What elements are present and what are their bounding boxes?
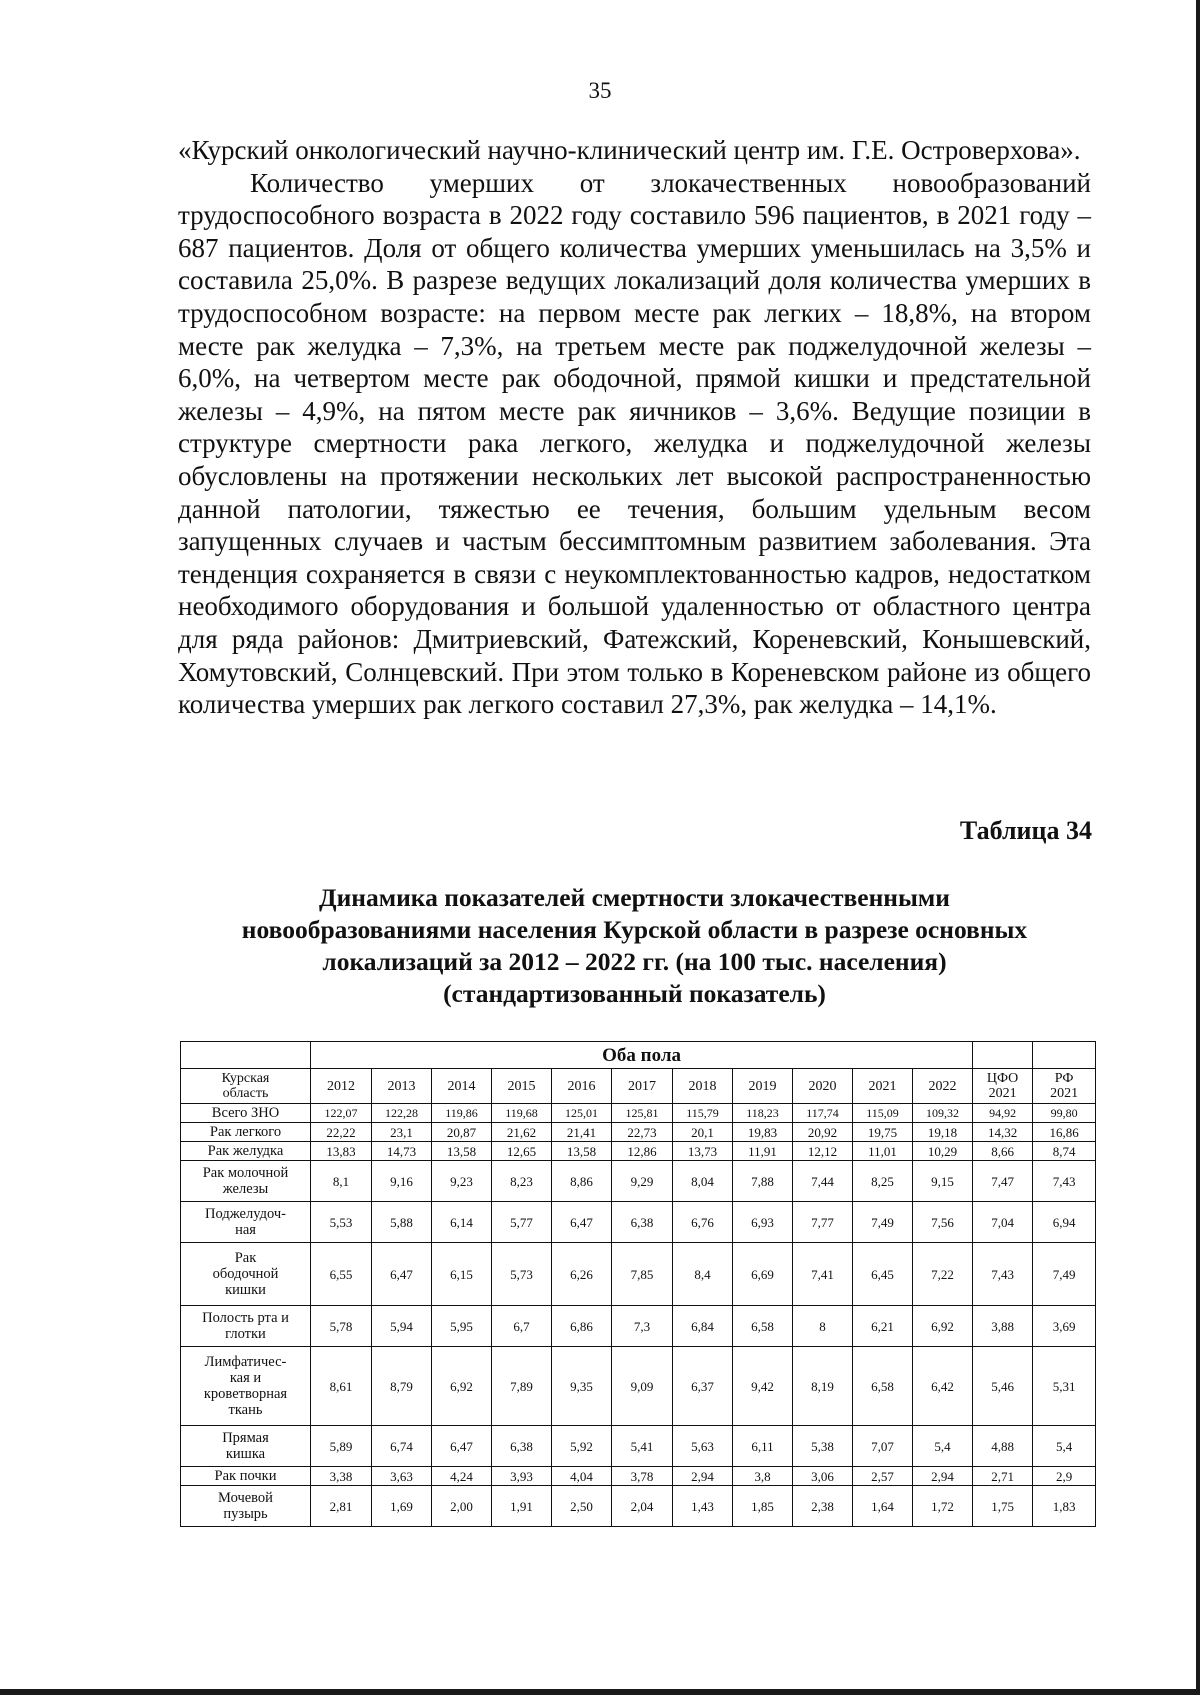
year-header-cell: 2018: [673, 1069, 733, 1104]
value-cell: 21,62: [492, 1123, 552, 1142]
value-cell: 12,86: [612, 1142, 673, 1161]
table-row: [181, 1467, 1096, 1486]
value-cell: 6,14: [432, 1202, 492, 1243]
row-name-line: пузырь: [223, 1506, 268, 1522]
value-cell: 109,32: [913, 1104, 973, 1123]
table-title: [178, 882, 1091, 1010]
value-cell: 6,37: [673, 1347, 733, 1426]
row-name-cell: [181, 1243, 311, 1306]
value-cell: 6,58: [733, 1306, 793, 1347]
table-row: [181, 1347, 1096, 1426]
value-cell: 13,58: [432, 1142, 492, 1161]
value-cell: 6,26: [552, 1243, 612, 1306]
value-cell: 6,38: [492, 1426, 552, 1467]
value-cell: 2,71: [973, 1467, 1033, 1486]
value-cell: 2,04: [612, 1486, 673, 1527]
value-cell: 6,84: [673, 1306, 733, 1347]
value-cell: 6,92: [913, 1306, 973, 1347]
value-cell: 5,4: [1033, 1426, 1096, 1467]
value-cell: 8,19: [793, 1347, 853, 1426]
value-cell: 125,01: [552, 1104, 612, 1123]
value-cell: 19,18: [913, 1123, 973, 1142]
value-cell: 5,38: [793, 1426, 853, 1467]
value-cell: 6,45: [853, 1243, 913, 1306]
value-cell: 2,38: [793, 1486, 853, 1527]
year-header-cell: 2017: [612, 1069, 673, 1104]
value-cell: 13,73: [673, 1142, 733, 1161]
value-cell: 125,81: [612, 1104, 673, 1123]
value-cell: 7,49: [853, 1202, 913, 1243]
value-cell: 9,16: [372, 1161, 432, 1202]
value-cell: 7,85: [612, 1243, 673, 1306]
value-cell: 5,31: [1033, 1347, 1096, 1426]
value-cell: 3,93: [492, 1467, 552, 1486]
table-row: [181, 1104, 1096, 1123]
value-cell: 3,69: [1033, 1306, 1096, 1347]
row-name-line: Полость рта и: [202, 1310, 289, 1326]
value-cell: 119,68: [492, 1104, 552, 1123]
table-title-line-3: локализаций за 2012 – 2022 гг. (на 100 тыс. населения): [322, 947, 947, 976]
row-name-line: кроветворная: [203, 1386, 288, 1402]
value-cell: 7,56: [913, 1202, 973, 1243]
value-cell: 6,94: [1033, 1202, 1096, 1243]
value-cell: 6,69: [733, 1243, 793, 1306]
value-cell: 8,23: [492, 1161, 552, 1202]
value-cell: 9,29: [612, 1161, 673, 1202]
value-cell: 9,42: [733, 1347, 793, 1426]
value-cell: 6,55: [311, 1243, 372, 1306]
value-cell: 8,1: [311, 1161, 372, 1202]
value-cell: 3,06: [793, 1467, 853, 1486]
row-name-line: Мочевой: [218, 1490, 273, 1506]
paragraph-1: «Курский онкологический научно-клинический центр им. Г.Е. Островерхова».: [178, 135, 1081, 165]
row-name-cell: [181, 1104, 311, 1123]
value-cell: 7,22: [913, 1243, 973, 1306]
row-name-cell: [181, 1347, 311, 1426]
table-row: [181, 1426, 1096, 1467]
table-title-line-4: (стандартизованный показатель): [443, 979, 826, 1008]
value-cell: 6,21: [853, 1306, 913, 1347]
row-name-line: ная: [235, 1222, 256, 1238]
value-cell: 22,73: [612, 1123, 673, 1142]
row-name-line: железы: [222, 1181, 269, 1197]
row-name-cell: [181, 1306, 311, 1347]
value-cell: 1,91: [492, 1486, 552, 1527]
value-cell: 5,88: [372, 1202, 432, 1243]
row-name-cell: [181, 1142, 311, 1161]
value-cell: 5,53: [311, 1202, 372, 1243]
both-sexes-header: Оба пола: [311, 1042, 973, 1069]
year-header-cell: 2013: [372, 1069, 432, 1104]
row-name-line: Рак молочной: [202, 1165, 289, 1181]
value-cell: 115,09: [853, 1104, 913, 1123]
value-cell: 6,74: [372, 1426, 432, 1467]
value-cell: 119,86: [432, 1104, 492, 1123]
value-cell: 19,83: [733, 1123, 793, 1142]
row-name-line: кишки: [225, 1282, 266, 1298]
value-cell: 7,77: [793, 1202, 853, 1243]
value-cell: 7,04: [973, 1202, 1033, 1243]
value-cell: 8: [793, 1306, 853, 1347]
value-cell: 1,85: [733, 1486, 793, 1527]
value-cell: 6,11: [733, 1426, 793, 1467]
value-cell: 5,95: [432, 1306, 492, 1347]
value-cell: 1,43: [673, 1486, 733, 1527]
value-cell: 6,93: [733, 1202, 793, 1243]
table-title-line-2: новообразованиями населения Курской области в разрезе основных: [241, 915, 1028, 944]
row-name-cell: [181, 1467, 311, 1486]
value-cell: 2,94: [673, 1467, 733, 1486]
value-cell: 3,88: [973, 1306, 1033, 1347]
value-cell: 11,01: [853, 1142, 913, 1161]
group-header-row: [181, 1042, 1096, 1069]
value-cell: 5,94: [372, 1306, 432, 1347]
value-cell: 4,88: [973, 1426, 1033, 1467]
year-header-cell: 2019: [733, 1069, 793, 1104]
row-name-line: кая и: [229, 1370, 262, 1386]
value-cell: 6,47: [432, 1426, 492, 1467]
value-cell: 13,83: [311, 1142, 372, 1161]
value-cell: 7,89: [492, 1347, 552, 1426]
row-name-line: Всего ЗНО: [211, 1105, 280, 1121]
table-body: [181, 1042, 1096, 1527]
value-cell: 2,50: [552, 1486, 612, 1527]
value-cell: 12,65: [492, 1142, 552, 1161]
mortality-table: [180, 1041, 1096, 1527]
value-cell: 4,24: [432, 1467, 492, 1486]
value-cell: 16,86: [1033, 1123, 1096, 1142]
year-header-cell: 2014: [432, 1069, 492, 1104]
value-cell: 1,75: [973, 1486, 1033, 1527]
row-name-line: Поджелудоч-: [205, 1206, 286, 1222]
value-cell: 20,92: [793, 1123, 853, 1142]
value-cell: 7,43: [973, 1243, 1033, 1306]
value-cell: 9,23: [432, 1161, 492, 1202]
value-cell: 4,04: [552, 1467, 612, 1486]
value-cell: 8,74: [1033, 1142, 1096, 1161]
year-header-cell: 2016: [552, 1069, 612, 1104]
row-name-line: кишка: [225, 1446, 266, 1462]
scan-edge-right: [1196, 0, 1200, 1695]
row-name-line: глотки: [225, 1326, 266, 1342]
table-row: [181, 1306, 1096, 1347]
year-header-cell: 2021: [853, 1069, 913, 1104]
table-row: [181, 1123, 1096, 1142]
empty-header-cell: [1033, 1042, 1096, 1069]
value-cell: 2,81: [311, 1486, 372, 1527]
body-text: [178, 134, 1091, 721]
empty-header-cell: [181, 1042, 311, 1069]
value-cell: 7,88: [733, 1161, 793, 1202]
value-cell: 6,47: [372, 1243, 432, 1306]
value-cell: 7,47: [973, 1161, 1033, 1202]
value-cell: 2,94: [913, 1467, 973, 1486]
year-header-row: [181, 1069, 1096, 1104]
value-cell: 14,73: [372, 1142, 432, 1161]
value-cell: 117,74: [793, 1104, 853, 1123]
rf-header-line: РФ: [1054, 1071, 1074, 1086]
value-cell: 7,3: [612, 1306, 673, 1347]
value-cell: 2,00: [432, 1486, 492, 1527]
year-header-cell: 2012: [311, 1069, 372, 1104]
value-cell: 8,79: [372, 1347, 432, 1426]
row-name-line: Рак почки: [214, 1468, 277, 1484]
value-cell: 115,79: [673, 1104, 733, 1123]
value-cell: 8,4: [673, 1243, 733, 1306]
value-cell: 8,61: [311, 1347, 372, 1426]
value-cell: 1,69: [372, 1486, 432, 1527]
region-header: [181, 1069, 311, 1104]
value-cell: 6,7: [492, 1306, 552, 1347]
row-name-line: Рак легкого: [209, 1124, 282, 1140]
table-row: [181, 1202, 1096, 1243]
value-cell: 10,29: [913, 1142, 973, 1161]
row-name-line: Рак желудка: [207, 1143, 284, 1159]
value-cell: 8,04: [673, 1161, 733, 1202]
value-cell: 21,41: [552, 1123, 612, 1142]
value-cell: 5,63: [673, 1426, 733, 1467]
value-cell: 99,80: [1033, 1104, 1096, 1123]
row-name-cell: [181, 1486, 311, 1527]
row-name-line: Лимфатичес-: [204, 1354, 287, 1370]
region-header-line: Курская: [221, 1071, 270, 1086]
year-header-cell: 2022: [913, 1069, 973, 1104]
value-cell: 5,92: [552, 1426, 612, 1467]
value-cell: 9,09: [612, 1347, 673, 1426]
value-cell: 13,58: [552, 1142, 612, 1161]
value-cell: 6,58: [853, 1347, 913, 1426]
paragraph-2: Количество умерших от злокачественных новообразований трудоспособного возраста в 2022 году составило 596 пациентов, в 2021 году – 687 пациентов. Доля от общего количества умерших уменьшилась на 3,5% и составила 25,0%. В разрезе ведущих локализаций доля количества умерших в трудоспособном возрасте: на первом месте рак легких – 18,8%, на втором месте рак желудка – 7,3%, на третьем месте рак поджелудочной железы – 6,0%, на четвертом месте рак ободочной, прямой кишки и предстательной железы – 4,9%, на пятом месте рак яичников – 3,6%. Ведущие позиции в структуре смертности рака легкого, желудка и поджелудочной железы обусловлены на протяжении нескольких лет высокой распространенностью данной патологии, тяжестью ее течения, большим удельным весом запущенных случаев и частым бессимптомным развитием заболевания. Эта тенденция сохраняется в связи с неукомплектованностью кадров, недостатком необходимого оборудования и большой удаленностью от областного центра для ряда районов: Дмитриевский, Фатежский, Кореневский, Конышевский, Хомутовский, Солнцевский. При этом только в Кореневском районе из общего количества умерших рак легкого составил 27,3%, рак желудка – 14,1%.: [178, 167, 1091, 720]
value-cell: 7,07: [853, 1426, 913, 1467]
value-cell: 7,49: [1033, 1243, 1096, 1306]
row-name-line: ткань: [228, 1402, 263, 1418]
value-cell: 6,92: [432, 1347, 492, 1426]
cfo-header-line: ЦФО: [986, 1071, 1019, 1086]
value-cell: 3,78: [612, 1467, 673, 1486]
value-cell: 7,43: [1033, 1161, 1096, 1202]
value-cell: 5,89: [311, 1426, 372, 1467]
value-cell: 2,9: [1033, 1467, 1096, 1486]
value-cell: 3,8: [733, 1467, 793, 1486]
table-title-line-1: Динамика показателей смертности злокачественными: [319, 883, 950, 912]
value-cell: 2,57: [853, 1467, 913, 1486]
row-name-line: ободочной: [212, 1266, 279, 1282]
value-cell: 6,38: [612, 1202, 673, 1243]
value-cell: 6,15: [432, 1243, 492, 1306]
table-row: [181, 1161, 1096, 1202]
value-cell: 1,64: [853, 1486, 913, 1527]
value-cell: 5,46: [973, 1347, 1033, 1426]
value-cell: 122,07: [311, 1104, 372, 1123]
value-cell: 6,42: [913, 1347, 973, 1426]
table-label: Таблица 34: [959, 816, 1092, 845]
scan-edge-bottom: [0, 1689, 1200, 1695]
table-row: [181, 1243, 1096, 1306]
empty-header-cell: [973, 1042, 1033, 1069]
value-cell: 9,15: [913, 1161, 973, 1202]
value-cell: 5,73: [492, 1243, 552, 1306]
value-cell: 3,38: [311, 1467, 372, 1486]
value-cell: 5,41: [612, 1426, 673, 1467]
value-cell: 6,86: [552, 1306, 612, 1347]
value-cell: 22,22: [311, 1123, 372, 1142]
value-cell: 5,4: [913, 1426, 973, 1467]
value-cell: 20,1: [673, 1123, 733, 1142]
region-header-line: область: [222, 1086, 269, 1101]
value-cell: 14,32: [973, 1123, 1033, 1142]
value-cell: 8,66: [973, 1142, 1033, 1161]
value-cell: 8,86: [552, 1161, 612, 1202]
value-cell: 23,1: [372, 1123, 432, 1142]
value-cell: 7,41: [793, 1243, 853, 1306]
value-cell: 3,63: [372, 1467, 432, 1486]
page-number: 35: [588, 78, 612, 103]
year-header-cell: 2020: [793, 1069, 853, 1104]
value-cell: 1,72: [913, 1486, 973, 1527]
table-row: [181, 1486, 1096, 1527]
rf-header-line: 2021: [1050, 1086, 1079, 1101]
value-cell: 9,35: [552, 1347, 612, 1426]
value-cell: 1,83: [1033, 1486, 1096, 1527]
value-cell: 11,91: [733, 1142, 793, 1161]
row-name-cell: [181, 1161, 311, 1202]
rf-2021-header: [1033, 1069, 1096, 1104]
value-cell: 8,25: [853, 1161, 913, 1202]
value-cell: 5,77: [492, 1202, 552, 1243]
year-header-cell: 2015: [492, 1069, 552, 1104]
row-name-cell: [181, 1202, 311, 1243]
value-cell: 20,87: [432, 1123, 492, 1142]
row-name-cell: [181, 1123, 311, 1142]
cfo-header-line: 2021: [988, 1086, 1017, 1101]
value-cell: 94,92: [973, 1104, 1033, 1123]
value-cell: 118,23: [733, 1104, 793, 1123]
value-cell: 12,12: [793, 1142, 853, 1161]
value-cell: 122,28: [372, 1104, 432, 1123]
value-cell: 19,75: [853, 1123, 913, 1142]
value-cell: 5,78: [311, 1306, 372, 1347]
row-name-line: Рак: [234, 1250, 257, 1266]
row-name-cell: [181, 1426, 311, 1467]
row-name-line: Прямая: [222, 1430, 269, 1446]
value-cell: 7,44: [793, 1161, 853, 1202]
cfo-2021-header: [973, 1069, 1033, 1104]
value-cell: 6,47: [552, 1202, 612, 1243]
table-row: [181, 1142, 1096, 1161]
value-cell: 6,76: [673, 1202, 733, 1243]
